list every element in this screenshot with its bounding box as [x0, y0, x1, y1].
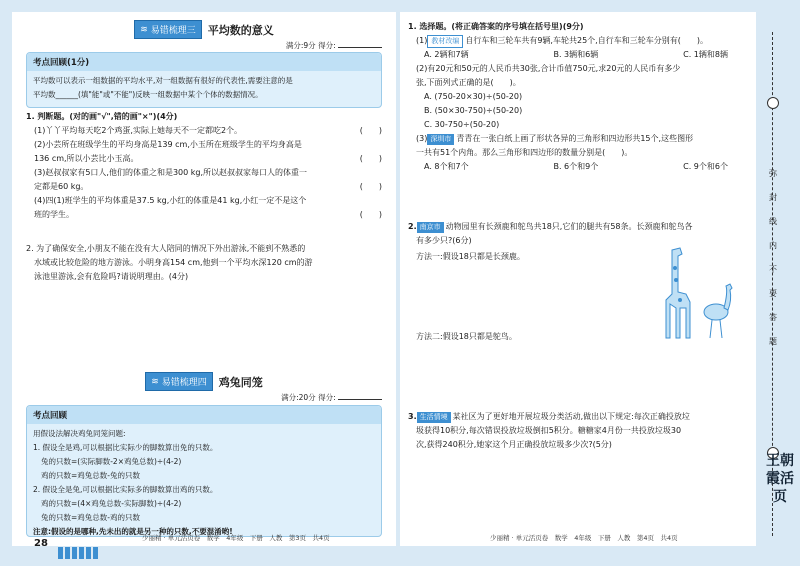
tf-item: (4)四(1)班学生的平均体重是37.5 kg,小红的体重是41 kg,小红一定不是这个 ( ) 班的学生。	[34, 194, 382, 222]
wave-icon: ≋	[140, 24, 148, 35]
answer-paren[interactable]: ( )	[359, 126, 382, 135]
page-number: 28	[34, 538, 48, 549]
source-badge: 生活情境	[417, 412, 451, 423]
mc-item-1: (1) 教材改编 自行车和三轮车共有9辆,车轮共25个,自行车和三轮车分别有( )。 A. 2辆和7辆 B. 3辆和6辆 C. 1辆和8辆	[408, 34, 748, 62]
mc-item-3: (3) 深圳市 青青在一张白纸上画了形状各异的三角形和四边形共15个,这些图形 一共有51个内角。那么三角形和四边形的数量分别是( )。 A. 8个和7个 B. 6个和9个 C. 9个和6个	[408, 132, 748, 174]
score-blank[interactable]	[338, 399, 382, 400]
giraffe-ostrich-illustration	[650, 242, 744, 342]
review-note: 注意:假设的是哪种,先未出的就是另一种的只数,不要混淆哟!	[33, 527, 233, 536]
question-swimming: 2. 为了确保安全,小朋友不能在没有大人陪同的情况下外出游泳,不能到不熟悉的 水域或比较危险的地方游泳。小明身高154 cm,他到一个平均水深120 cm的游 泳池里游泳,会有危险吗?请说明理由。(4分)	[26, 244, 313, 281]
source-badge: 教材改编	[427, 35, 463, 48]
section-tag: ≋ 易错梳理三	[134, 20, 202, 39]
option[interactable]: C. 1辆和8辆	[683, 50, 728, 59]
review-title: 考点回顾(1分)	[27, 53, 381, 71]
option[interactable]: B. (50×30-750)÷(50-20)	[424, 106, 523, 115]
score-line: 满分:20分 得分:	[281, 392, 382, 403]
review-box-average	[26, 52, 382, 108]
brand-logo: 王朝霞活页	[766, 453, 794, 505]
review-title: 考点回顾	[27, 406, 381, 424]
question-garbage-sorting: 3. 生活情境 某社区为了更好地开展垃圾分类活动,做出以下规定:每次正确投放垃 圾获得10积分,每次错误投放垃圾倒扣5积分。糖糖家4月份一共投放垃圾30 次,获得240积分,她家这个月正确投放垃圾多少次?(5分)	[408, 412, 690, 449]
review-body: 用假设法解决鸡兔同笼问题: 1. 假设全是鸡,可以根据比实际少的脚数算出免的只数。 兔的只数=(实际脚数-2×鸡兔总数)÷(4-2) 鸡的只数=鸡兔总数-兔的只数 2. 假设全是兔,可以根据比实际多的脚数算出鸡的只数。 鸡的只数=(4×鸡兔总数-实际脚数)÷(4-2) 兔的只数=鸡兔总数-鸡的只数 注意:假设的是哪种,先未出的就是另一种的只数,不要混淆哟!	[27, 424, 381, 542]
section-header-average	[12, 20, 396, 39]
option[interactable]: B. 6个和9个	[553, 162, 599, 171]
option[interactable]: C. 30-750÷(50-20)	[424, 120, 500, 129]
score-blank[interactable]	[338, 47, 382, 48]
option[interactable]: A. (750-20×30)÷(50-20)	[424, 92, 523, 101]
source-badge: 深圳市	[427, 134, 454, 145]
method-one: 方法一:假设18只都是长颈鹿。	[416, 252, 525, 261]
review-box-chicken-rabbit	[26, 405, 382, 537]
method-two: 方法二:假设18只都是鸵鸟。	[416, 332, 517, 341]
option[interactable]: B. 3辆和6辆	[553, 50, 599, 59]
seal-line-text: 弥 封 线 内 不 要 答 题	[769, 169, 777, 346]
tf-item: (3)赵叔叔家有5口人,他们的体重之和是300 kg,所以赵叔叔家每口人的体重一 ( ) 定都是60 kg。	[34, 166, 382, 194]
options-row	[416, 48, 748, 62]
section-header-chicken-rabbit	[12, 372, 396, 391]
binding-strip	[756, 12, 800, 546]
answer-paren[interactable]: ( )	[359, 182, 382, 191]
mc-item-2: (2)有20元和50元的人民币共30张,合计币值750元,求20元的人民币有多少 张,下面列式正确的是( )。 A. (750-20×30)÷(50-20) B. (50×30-750)÷(50-20) C. 30-750÷(50-20)	[408, 62, 748, 132]
option[interactable]: A. 8个和7个	[424, 162, 469, 171]
footer-right: 少丽精 · 单元活页卷 数学 4年级 下册 人教 第4页 共4页	[490, 534, 678, 542]
decorative-bars	[58, 547, 98, 564]
options-row	[416, 160, 748, 174]
answer-paren[interactable]: ( )	[359, 210, 382, 219]
right-page	[400, 12, 756, 546]
review-body: 平均数可以表示一组数据的平均水平,对一组数据有很好的代表性,需要注意的是 平均数______(填"能"或"不能")反映一组数据中某个个体的数据情况。	[33, 76, 293, 99]
score-line: 满分:9分 得分:	[286, 40, 382, 51]
section-tag: ≋ 易错梳理四	[145, 372, 213, 391]
giraffe-icon	[666, 248, 690, 338]
left-page	[12, 12, 396, 546]
option[interactable]: C. 9个和6个	[683, 162, 728, 171]
ostrich-icon	[704, 284, 732, 338]
footer-left: 少丽精 · 单元活页卷 数学 4年级 下册 人教 第3页 共4页	[142, 534, 330, 542]
wave-icon: ≋	[151, 376, 159, 387]
source-badge: 南京市	[417, 222, 444, 233]
answer-paren[interactable]: ( )	[359, 154, 382, 163]
section-title: 平均数的意义	[207, 23, 274, 37]
question-giraffe-ostrich: 2. 南京市 动物园里有长颈鹿和鸵鸟共18只,它们的腿共有58条。长颈鹿和鸵鸟各 有多少只?(6分) 方法一:假设18只都是长颈鹿。	[408, 220, 748, 264]
question-multiple-choice: 1. 选择题。(将正确答案的序号填在括号里)(9分) (1) 教材改编 自行车和三轮车共有9辆,车轮共25个,自行车和三轮车分别有( )。 A. 2辆和7辆 B. 3辆和6辆 C. 1辆和8辆 (2)有20元和50元的人民币共30张,合计币值750元,求20元的人民币有多少 张,下面列式正确的是( )。 A. (750-20×30)÷(50-20) B. (50×30-750)÷(50-20) C. 30-750÷(50-20) (3) 深圳市 青青在一张白纸上画了形状各异的三角形和四边形共15个,这些图形 一共有51个内角。那么三角形和四边形的数量分别是( )。 A. 8个和7个 B. 6个和9个 C. 9个和6个	[408, 20, 748, 174]
hole-marker	[767, 97, 779, 109]
section-title: 鸡兔同笼	[218, 375, 263, 389]
question-true-false: 1. 判断题。(对的画"√",错的画"×")(4分) ( ) (1)丫丫平均每天吃2个鸡蛋,实际上她每天不一定都吃2个。 (2)小芸所在班级学生的平均身高是139 cm,小玉所在班级学生的平均身高是 ( ) 136 cm,所以小芸比小玉高。 (3)赵叔叔家有5口人,他们的体重之和是300 kg,所以赵叔叔家每口人的体重一 ( ) 定都是60 kg。 (4)四(1)班学生的平均体重是37.5 kg,小红的体重是41 kg,小红一定不是这个 ( ) 班的学生。	[26, 110, 382, 222]
option[interactable]: A. 2辆和7辆	[424, 50, 469, 59]
tf-item: (2)小芸所在班级学生的平均身高是139 cm,小玉所在班级学生的平均身高是 ( ) 136 cm,所以小芸比小玉高。	[34, 138, 382, 166]
tf-item: ( ) (1)丫丫平均每天吃2个鸡蛋,实际上她每天不一定都吃2个。	[34, 124, 382, 138]
